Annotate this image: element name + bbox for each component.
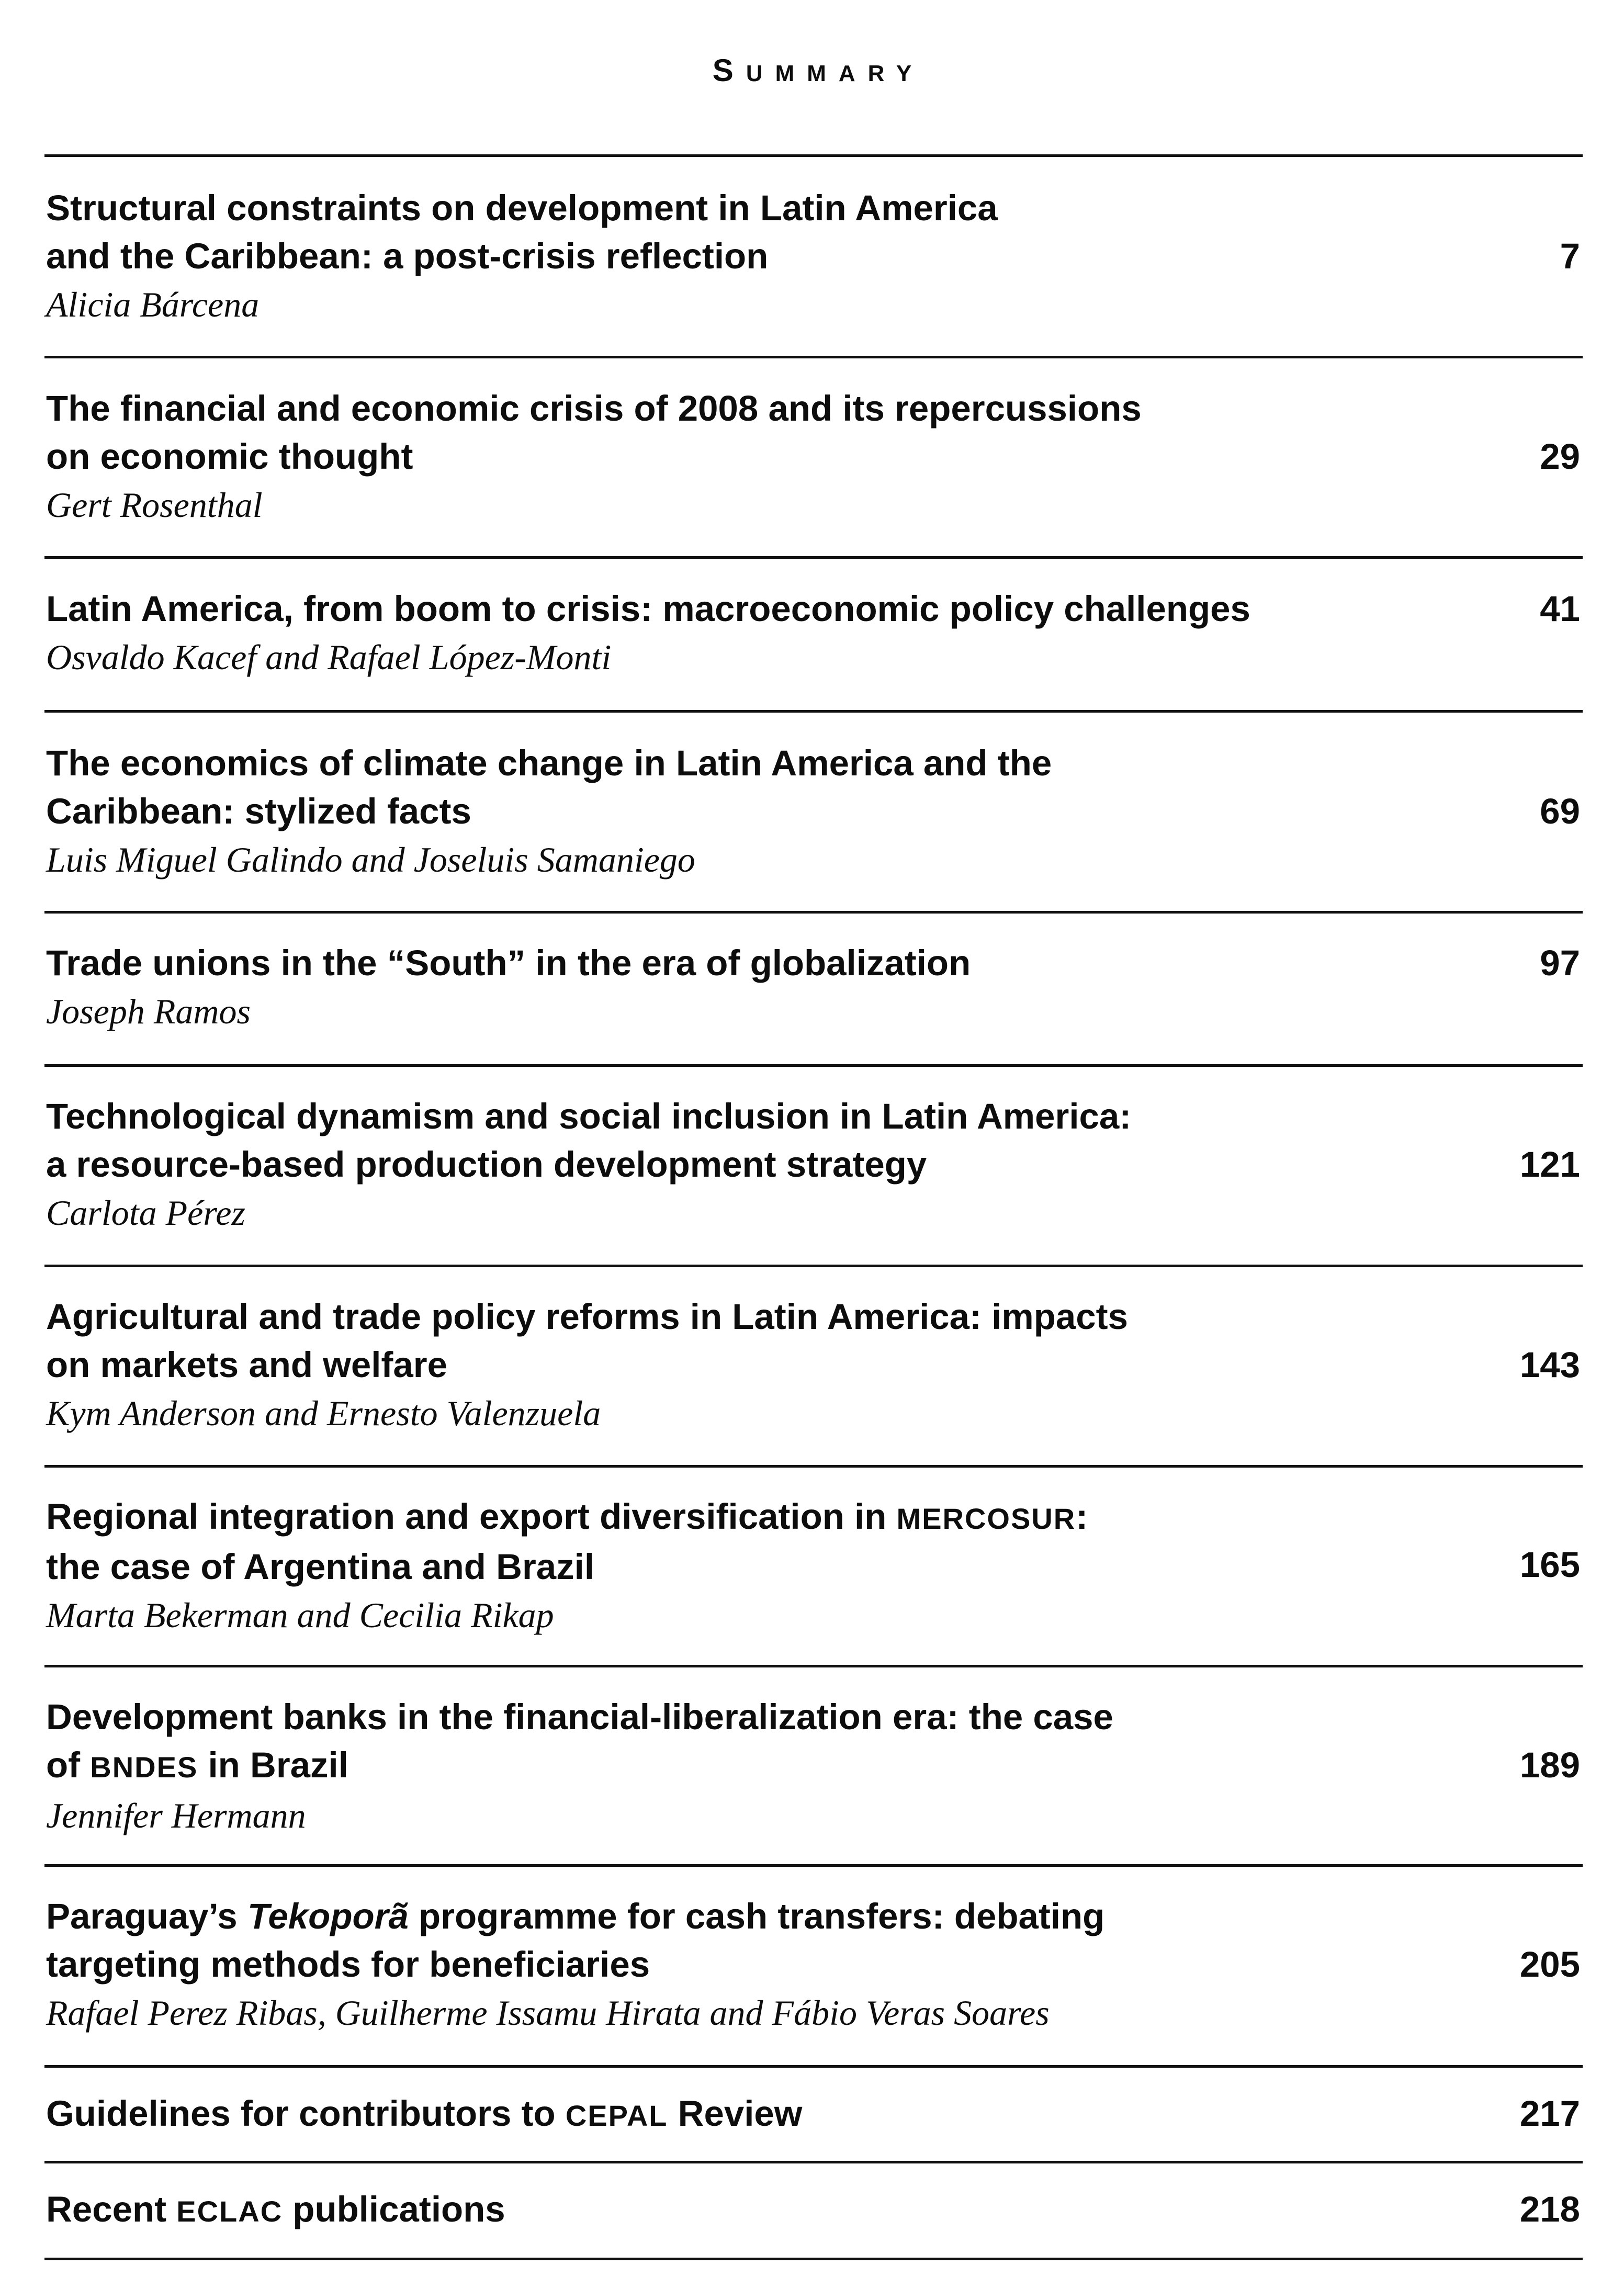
entry-title-line: Structural constraints on development in Latin America <box>46 188 998 228</box>
entry-title <box>46 1293 1385 1389</box>
entry-title-line <box>46 1543 1385 1591</box>
entry-title-line: on economic thought <box>46 436 413 477</box>
title-text: the case of Argentina and Brazil <box>46 1547 595 1587</box>
entry-title-line: and the Caribbean: a post-crisis reflection <box>46 236 769 276</box>
entry-author: Marta Bekerman and Cecilia Rikap <box>46 1595 554 1635</box>
entry-author: Osvaldo Kacef and Rafael López-Monti <box>46 637 612 677</box>
entry-page-number: 218 <box>1519 2189 1580 2229</box>
divider-rule <box>44 1665 1583 1667</box>
entry-page-number: 29 <box>1540 436 1580 477</box>
entry-title <box>46 2185 1385 2236</box>
entry-page-number: 97 <box>1540 943 1580 983</box>
entry-page-number: 205 <box>1519 1944 1580 1985</box>
entry-author: Gert Rosenthal <box>46 485 263 525</box>
title-small-caps: ECLAC <box>176 2195 283 2228</box>
title-text: Review <box>668 2093 803 2134</box>
entry-title-line <box>46 1941 1385 1989</box>
entry-title-line: Caribbean: stylized facts <box>46 791 471 831</box>
entry-title-line: Trade unions in the “South” in the era of globalization <box>46 943 971 983</box>
divider-rule <box>44 154 1583 157</box>
title-italic: Tekoporã <box>247 1896 409 1936</box>
entry-page-number: 165 <box>1519 1545 1580 1585</box>
toc-entry[interactable] <box>46 1092 1580 1237</box>
entry-title-line: Technological dynamism and social inclusion in Latin America: <box>46 1096 1132 1136</box>
title-small-caps: CEPAL <box>565 2099 668 2132</box>
entry-title <box>46 585 1385 633</box>
divider-rule <box>44 2161 1583 2163</box>
entry-page-number: 69 <box>1540 791 1580 831</box>
title-small-caps: BNDES <box>90 1751 198 1784</box>
toc-entry[interactable] <box>46 939 1580 1035</box>
entry-title-line <box>46 1741 1385 1791</box>
title-text: targeting methods for beneficiaries <box>46 1944 650 1985</box>
title-small-caps: MERCOSUR <box>896 1502 1076 1535</box>
title-text: of <box>46 1745 91 1785</box>
divider-rule <box>44 556 1583 559</box>
entry-title <box>46 1493 1385 1591</box>
entry-author: Alicia Bárcena <box>46 285 260 324</box>
entry-page-number: 41 <box>1540 589 1580 629</box>
summary-heading <box>0 52 1624 88</box>
title-text: Paraguay’s <box>46 1896 247 1936</box>
divider-rule <box>44 1265 1583 1267</box>
entry-page-number: 217 <box>1519 2093 1580 2134</box>
entry-title-line <box>46 1493 1385 1543</box>
toc-entry[interactable] <box>46 1892 1580 2037</box>
entry-page-number: 189 <box>1519 1745 1580 1785</box>
entry-title-line: Agricultural and trade policy reforms in Latin America: impacts <box>46 1297 1128 1337</box>
entry-title-line: The economics of climate change in Latin America and the <box>46 743 1052 783</box>
toc-entry[interactable] <box>46 385 1580 529</box>
entry-author: Joseph Ramos <box>46 991 251 1031</box>
entry-title <box>46 939 1385 987</box>
title-text: Regional integration and export diversification in <box>46 1496 897 1537</box>
divider-rule <box>44 1465 1583 1468</box>
entry-author: Kym Anderson and Ernesto Valenzuela <box>46 1393 601 1433</box>
title-text: Development banks in the financial-liberalization era: the case <box>46 1697 1113 1737</box>
entry-title <box>46 1092 1385 1189</box>
entry-author: Jennifer Hermann <box>46 1796 306 1835</box>
entry-title-line: on markets and welfare <box>46 1345 447 1385</box>
toc-entry[interactable] <box>46 2185 1580 2236</box>
entry-author: Rafael Perez Ribas, Guilherme Issamu Hirata and Fábio Veras Soares <box>46 1993 1050 2033</box>
entry-author: Luis Miguel Galindo and Joseluis Samaniego <box>46 840 695 880</box>
divider-rule <box>44 356 1583 358</box>
entry-title <box>46 385 1385 481</box>
entry-author: Carlota Pérez <box>46 1193 245 1233</box>
summary-heading-initial: S <box>712 53 746 88</box>
entry-title-line <box>46 1892 1385 1941</box>
divider-rule <box>44 1864 1583 1867</box>
title-text: publications <box>283 2189 505 2229</box>
toc-entry[interactable] <box>46 1293 1580 1437</box>
summary-heading-rest: UMMARY <box>746 61 924 86</box>
entry-title <box>46 739 1385 836</box>
toc-entry[interactable] <box>46 585 1580 681</box>
entry-title <box>46 1892 1385 1989</box>
divider-rule <box>44 1064 1583 1067</box>
toc-entry[interactable] <box>46 739 1580 884</box>
entry-title <box>46 184 1385 280</box>
divider-rule <box>44 710 1583 713</box>
entry-title-line: The financial and economic crisis of 2008 and its repercussions <box>46 388 1142 429</box>
toc-entry[interactable] <box>46 184 1580 329</box>
entry-title-line <box>46 2185 1385 2236</box>
title-text: in Brazil <box>198 1745 348 1785</box>
toc-entry[interactable] <box>46 2090 1580 2140</box>
entry-title-line: a resource-based production development strategy <box>46 1144 927 1185</box>
divider-rule <box>44 911 1583 914</box>
title-text: Guidelines for contributors to <box>46 2093 566 2134</box>
divider-rule <box>44 2065 1583 2068</box>
entry-title-line <box>46 2090 1385 2140</box>
entry-page-number: 7 <box>1560 236 1580 276</box>
toc-entry[interactable] <box>46 1693 1580 1840</box>
toc-entry[interactable] <box>46 1493 1580 1639</box>
divider-rule <box>44 2258 1583 2260</box>
entry-page-number: 143 <box>1519 1345 1580 1385</box>
entry-title-line <box>46 1693 1385 1741</box>
title-text: : <box>1076 1496 1088 1537</box>
entry-title <box>46 2090 1385 2140</box>
title-text: programme for cash transfers: debating <box>408 1896 1105 1936</box>
title-text: Recent <box>46 2189 177 2229</box>
entry-title <box>46 1693 1385 1791</box>
entry-page-number: 121 <box>1519 1144 1580 1185</box>
entry-title-line: Latin America, from boom to crisis: macroeconomic policy challenges <box>46 589 1250 629</box>
